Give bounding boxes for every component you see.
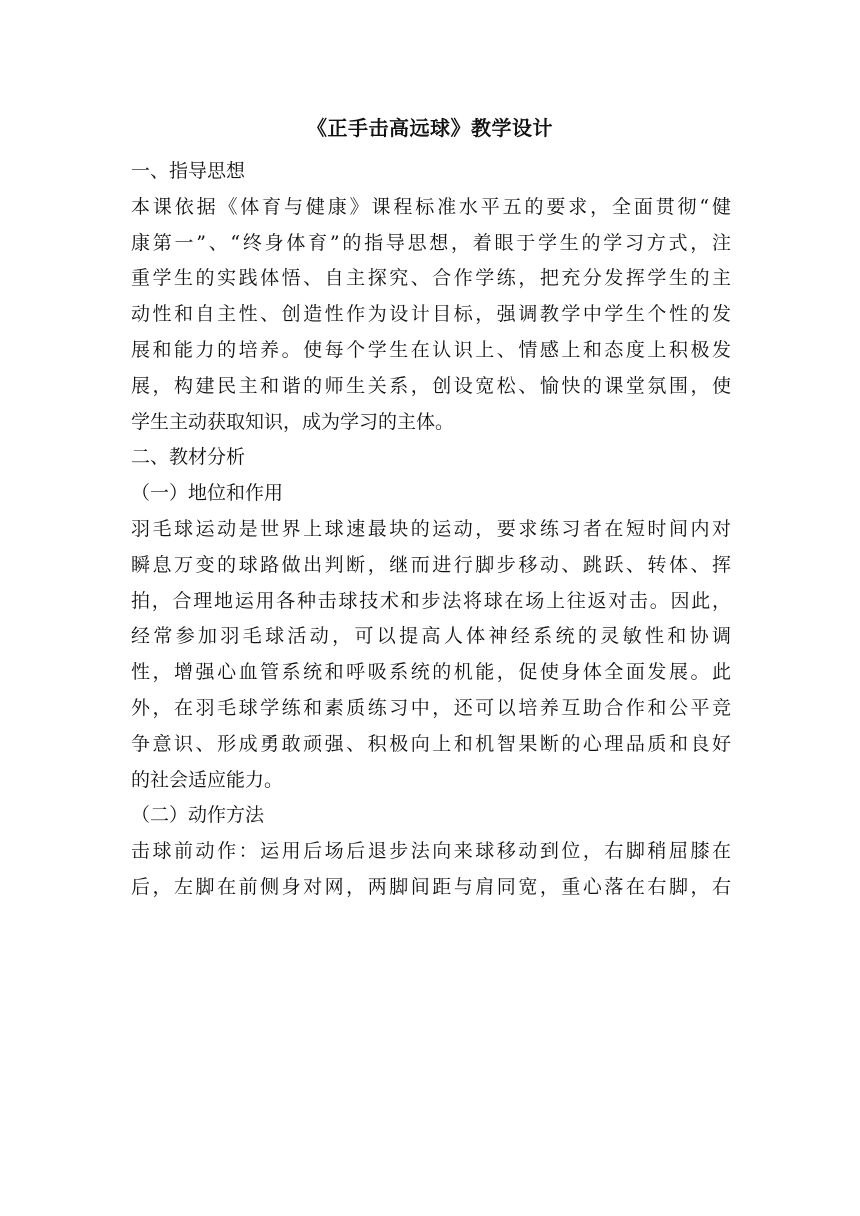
text-line: 学生主动获取知识，成为学习的主体。 bbox=[131, 410, 455, 433]
paragraph-method bbox=[131, 834, 731, 906]
text-line: 展，构建民主和谐的师生关系，创设宽松、愉快的课堂氛围，使 bbox=[131, 374, 731, 397]
text-line: 重学生的实践体悟、自主探究、合作学练，把充分发挥学生的主 bbox=[131, 267, 731, 290]
paragraph-role bbox=[131, 512, 731, 798]
text-line: 康第一”、“终身体育”的指导思想，着眼于学生的学习方式，注 bbox=[131, 231, 731, 254]
text-line: 争意识、形成勇敢顽强、积极向上和机智果断的心理品质和良好 bbox=[131, 732, 731, 755]
paragraph-guiding-ideology bbox=[131, 190, 731, 441]
text-line: 击球前动作：运用后场后退步法向来球移动到位，右脚稍屈膝在 bbox=[131, 840, 731, 863]
text-line: 本课依据《体育与健康》课程标准水平五的要求，全面贯彻“健 bbox=[131, 195, 731, 218]
text-line: 瞬息万变的球路做出判断，继而进行脚步移动、跳跃、转体、挥 bbox=[131, 553, 731, 576]
text-line: 性，增强心血管系统和呼吸系统的机能，促使身体全面发展。此 bbox=[131, 661, 731, 684]
text-line: 经常参加羽毛球活动，可以提高人体神经系统的灵敏性和协调 bbox=[131, 625, 731, 648]
document-body bbox=[131, 154, 731, 906]
text-line: 拍，合理地运用各种击球技术和步法将球在场上往返对击。因此， bbox=[131, 589, 731, 612]
text-line: 羽毛球运动是世界上球速最块的运动，要求练习者在短时间内对 bbox=[131, 517, 731, 540]
text-line: 外，在羽毛球学练和素质练习中，还可以培养互助合作和公平竞 bbox=[131, 696, 731, 719]
section-heading-material-analysis: 二、教材分析 bbox=[131, 446, 246, 469]
subsection-heading-method: （二）动作方法 bbox=[131, 804, 265, 827]
subsection-heading-role: （一）地位和作用 bbox=[131, 482, 284, 505]
text-line: 后，左脚在前侧身对网，两脚间距与肩同宽，重心落在右脚，右 bbox=[131, 875, 731, 898]
text-line: 的社会适应能力。 bbox=[131, 768, 284, 791]
text-line: 展和能力的培养。使每个学生在认识上、情感上和态度上积极发 bbox=[131, 338, 731, 361]
section-heading-guiding-ideology: 一、指导思想 bbox=[131, 160, 246, 182]
document-title: 《正手击高远球》教学设计 bbox=[307, 116, 553, 140]
text-line: 动性和自主性、创造性作为设计目标，强调教学中学生个性的发 bbox=[131, 303, 731, 326]
